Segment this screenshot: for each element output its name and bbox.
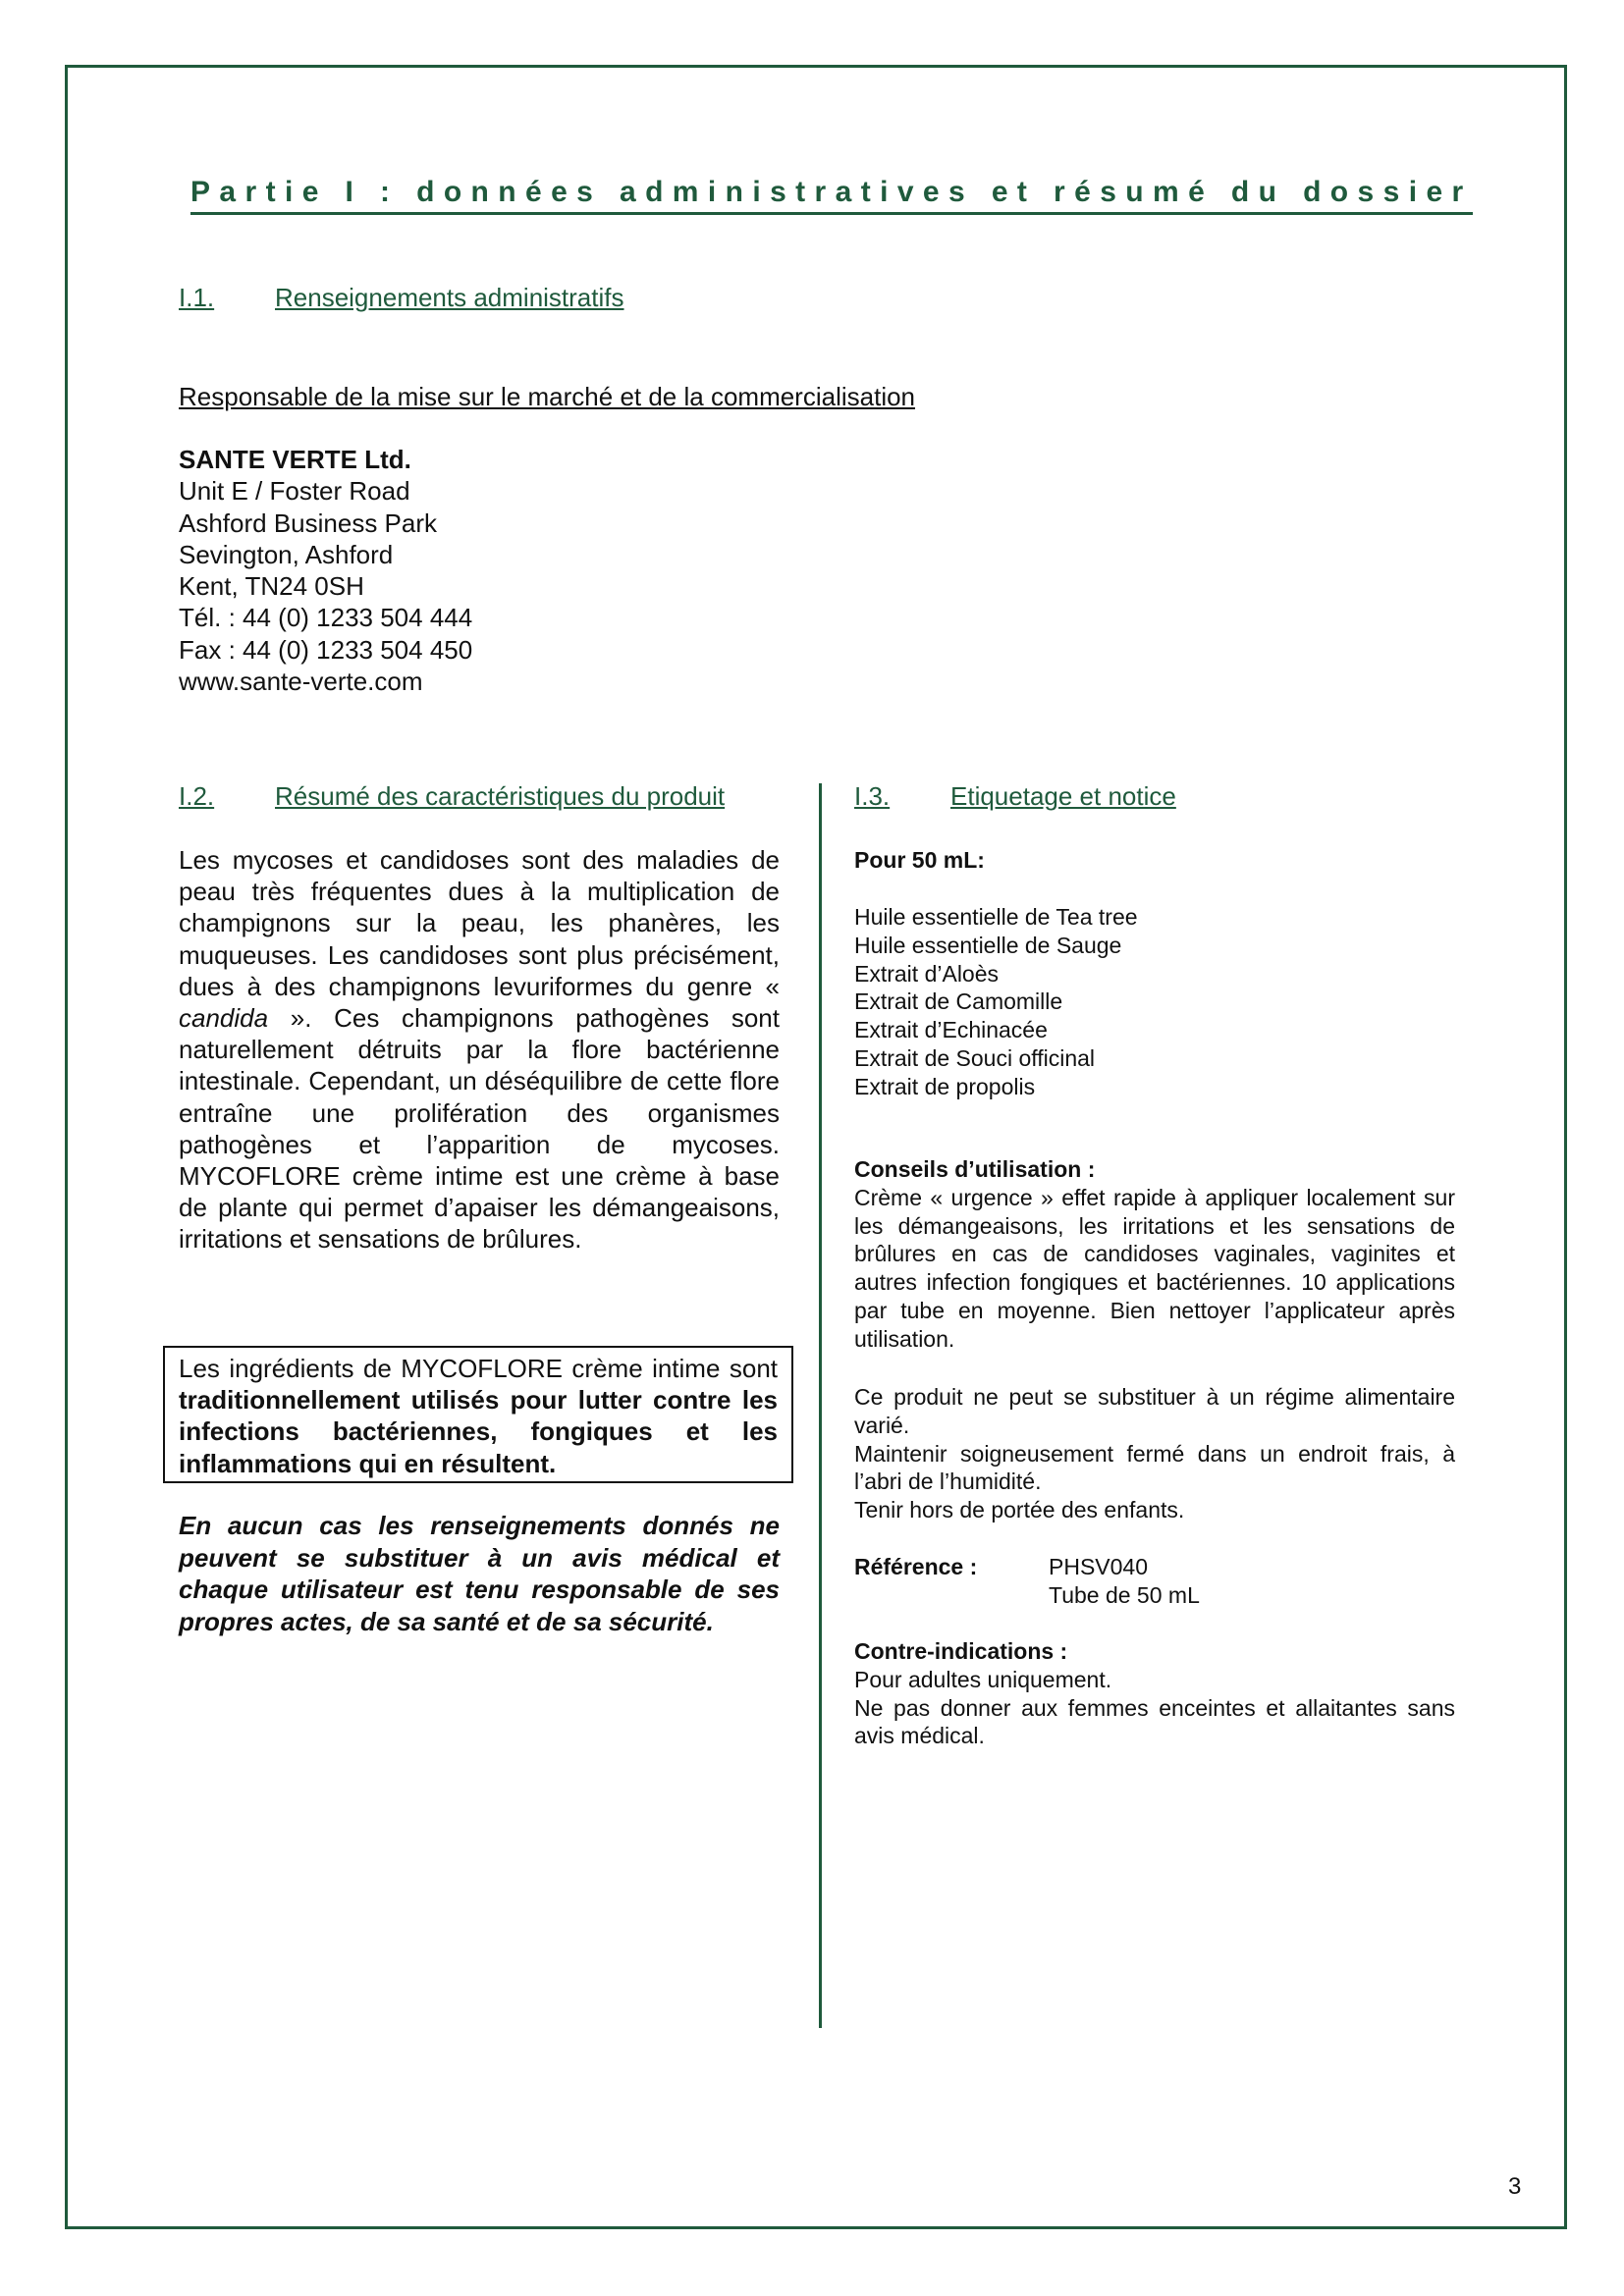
usage-text: Crème « urgence » effet rapide à appliquer localement sur les démangeaisons, les irritations et les sensations de brûlures en cas de candidoses vaginales, vaginites et autres infection fongiques et bactériennes. 10 applications par tube en moyenne. Bien nettoyer l’applicateur après utilisation. [854, 1184, 1455, 1352]
usage-section [854, 1155, 1455, 1354]
section-title: Etiquetage et notice [950, 781, 1176, 811]
ingredient-item: Extrait d’Aloès [854, 960, 1000, 987]
reference-section [854, 1553, 1455, 1610]
note-children: Tenir hors de portée des enfants. [854, 1497, 1185, 1523]
contraindications-section [854, 1637, 1455, 1750]
ingredient-item: Extrait d’Echinacée [854, 1017, 1048, 1043]
contraindication-line: Pour adultes uniquement. [854, 1666, 1112, 1692]
section-heading-administrative [179, 281, 624, 314]
reference-label: Référence : [854, 1554, 978, 1579]
page-number: 3 [1508, 2173, 1522, 2200]
address-line: Unit E / Foster Road [179, 476, 410, 507]
composition-label: Pour 50 mL: [854, 847, 985, 873]
phone-line: Tél. : 44 (0) 1233 504 444 [179, 603, 473, 633]
address-line: Kent, TN24 0SH [179, 571, 364, 602]
section-number: I.1. [179, 283, 215, 312]
contraindication-line: Ne pas donner aux femmes enceintes et allaitantes sans avis médical. [854, 1694, 1455, 1749]
reference-description: Tube de 50 mL [1049, 1581, 1200, 1608]
responsible-subheading: Responsable de la mise sur le marché et de la commercialisation [179, 382, 916, 411]
ingredients-list [854, 903, 1455, 1101]
section-title: Renseignements administratifs [275, 283, 624, 312]
company-name: SANTE VERTE Ltd. [179, 445, 411, 474]
claim-text: Les ingrédients de MYCOFLORE crème intime sont [179, 1354, 778, 1383]
description-text: Les mycoses et candidoses sont des maladies de peau très fréquentes dues à la multiplication de champignons sur la peau, les phanères, les muqueuses. Les candidoses sont plus précisément, dues à des champignons levuriformes du genre « [179, 845, 780, 1001]
section-title: Résumé des caractéristiques du produit [275, 781, 726, 811]
section-heading-labeling [854, 779, 1176, 813]
description-text-continued: ». Ces champignons pathogènes sont naturellement détruits par la flore bactérienne intestinale. Cependant, un déséquilibre de cette flore entraîne une prolifération des organismes pathogènes et l’apparition de mycoses. MYCOFLORE crème intime est une crème à base de plante qui permet d’apaiser les démangeaisons, irritations et sensations de brûlures. [179, 1003, 780, 1255]
section-number: I.3. [854, 781, 891, 811]
ingredient-item: Extrait de Souci officinal [854, 1044, 1096, 1071]
reference-code: PHSV040 [1049, 1554, 1149, 1579]
ingredient-item: Huile essentielle de Tea tree [854, 904, 1138, 930]
company-address-block [179, 444, 472, 697]
product-description [179, 844, 780, 1255]
candida-term: candida [179, 1003, 269, 1034]
column-divider [819, 783, 822, 2028]
address-line: Sevington, Ashford [179, 539, 394, 569]
ingredient-item: Huile essentielle de Sauge [854, 932, 1122, 958]
ingredient-item: Extrait de propolis [854, 1073, 1036, 1099]
usage-heading: Conseils d’utilisation : [854, 1156, 1096, 1182]
note-diet: Ce produit ne peut se substituer à un régime alimentaire varié. [854, 1384, 1455, 1438]
note-storage: Maintenir soigneusement fermé dans un endroit frais, à l’abri de l’humidité. [854, 1440, 1455, 1495]
medical-disclaimer: En aucun cas les renseignements donnés ne peuvent se substituer à un avis médical et chaque utilisateur est tenu responsable de ses propres actes, de sa santé et de sa sécurité. [179, 1511, 780, 1636]
contraindications-heading: Contre-indications : [854, 1638, 1068, 1664]
composition-heading [854, 846, 1455, 875]
notes-section [854, 1383, 1455, 1524]
ingredient-item: Extrait de Camomille [854, 988, 1063, 1015]
page-title: Partie I : données administratives et résumé du dossier [190, 175, 1473, 215]
ingredients-claim-box [163, 1346, 793, 1483]
fax-line: Fax : 44 (0) 1233 504 450 [179, 634, 473, 665]
section-number: I.2. [179, 781, 215, 811]
address-line: Ashford Business Park [179, 507, 438, 538]
claim-text-bold: traditionnellement utilisés pour lutter contre les infections bactériennes, fongiques et les inflammations qui en résultent. [179, 1385, 778, 1478]
section-heading-product-summary [179, 779, 725, 813]
website-line: www.sante-verte.com [179, 667, 423, 697]
